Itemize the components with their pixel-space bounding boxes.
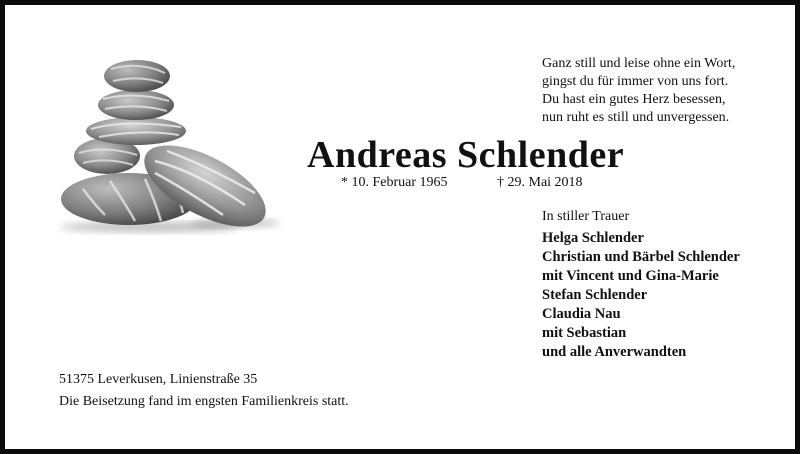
address: 51375 Leverkusen, Linienstraße 35	[59, 372, 258, 387]
birth-date: * 10. Februar 1965	[341, 175, 448, 190]
death-date: † 29. Mai 2018	[497, 175, 583, 190]
funeral-note: Die Beisetzung fand im engsten Familienkreis statt.	[59, 394, 349, 409]
poem	[542, 55, 735, 127]
mourner-name: mit Sebastian	[542, 325, 627, 341]
mourner-name: und alle Anverwandten	[542, 344, 687, 360]
mourner-name: mit Vincent und Gina-Marie	[542, 268, 719, 284]
poem-line: nun ruht es still und unvergessen.	[542, 110, 730, 125]
poem-line: gingst du für immer von uns fort.	[542, 74, 729, 89]
poem-line: Ganz still und leise ohne ein Wort,	[542, 56, 736, 71]
mourner-list	[542, 229, 740, 362]
mourner-name: Stefan Schlender	[542, 287, 648, 303]
mourner-name: Christian und Bärbel Schlender	[542, 249, 740, 265]
mourner-name: Claudia Nau	[542, 306, 621, 322]
mourning-intro: In stiller Trauer	[542, 209, 630, 224]
deceased-name: Andreas Schlender	[307, 134, 625, 176]
stacked-stones-image	[55, 55, 285, 235]
mourner-name: Helga Schlender	[542, 230, 644, 246]
poem-line: Du hast ein gutes Herz besessen,	[542, 92, 726, 107]
